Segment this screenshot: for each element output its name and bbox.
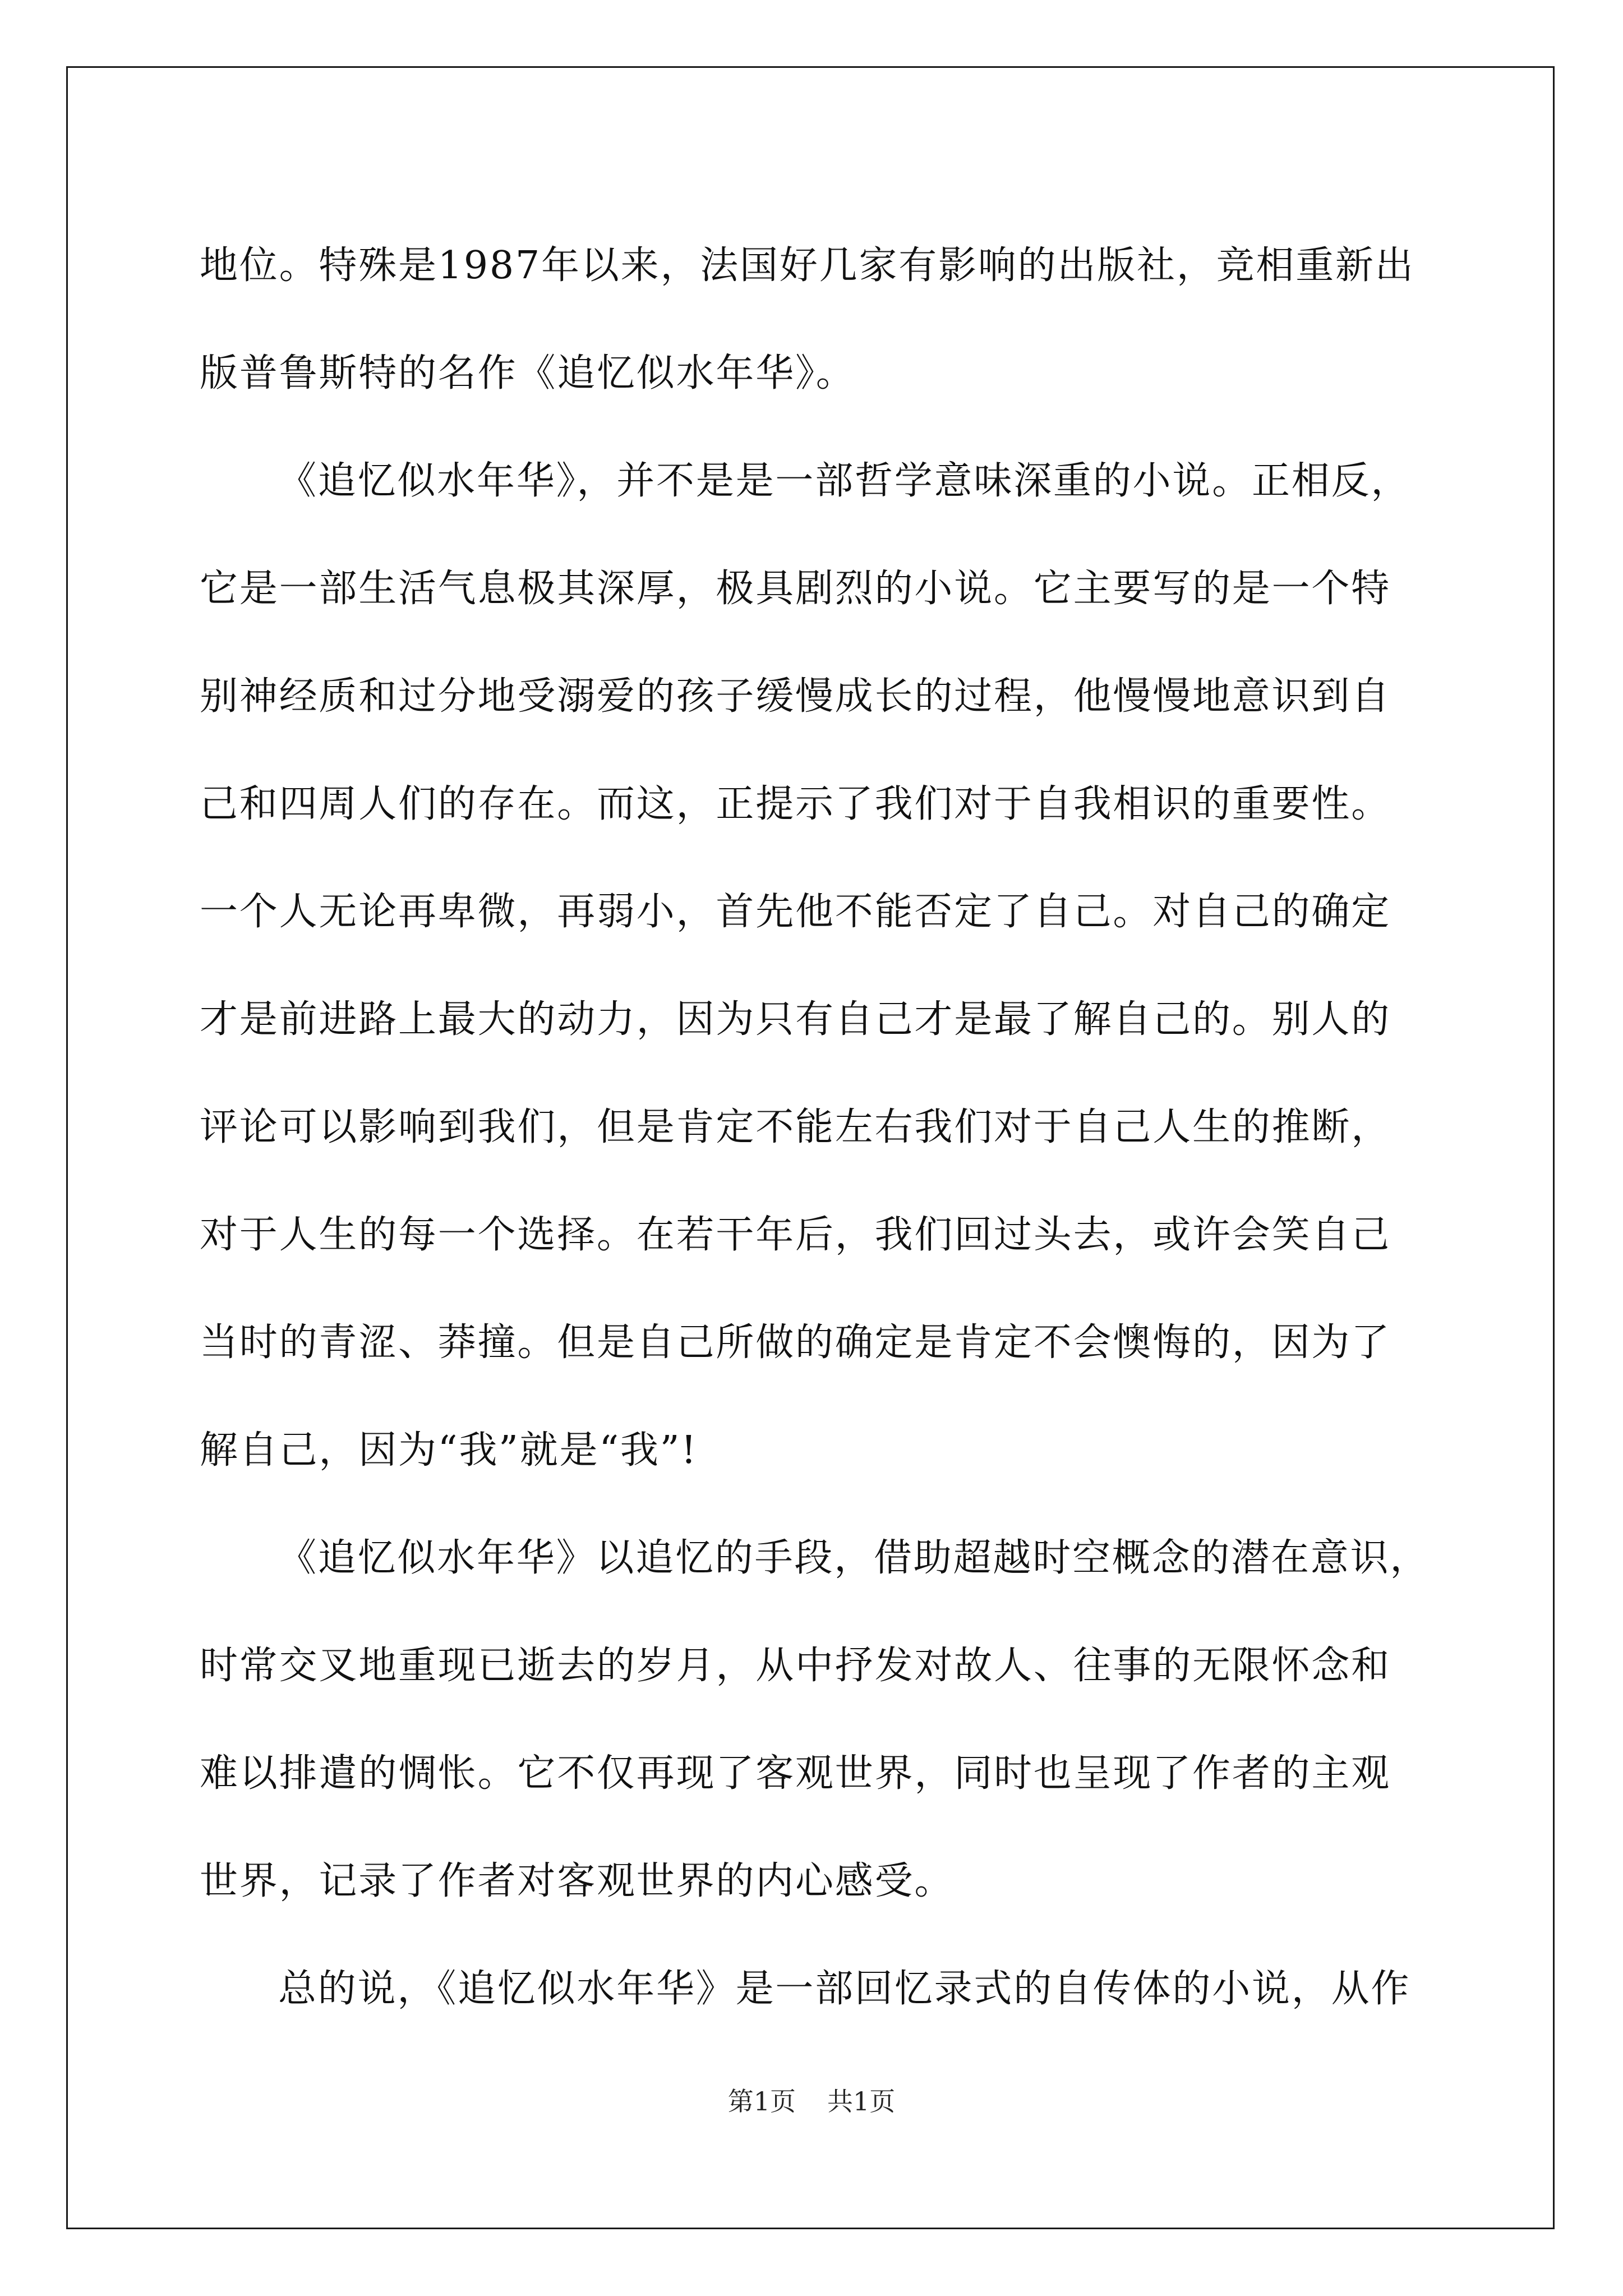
text-line: 对于人生的每一个选择。在若干年后，我们回过头去，或许会笑自己 xyxy=(200,1213,1391,1257)
text-line: 时常交叉地重现已逝去的岁月，从中抒发对故人、往事的无限怀念和 xyxy=(200,1644,1391,1688)
text-line: 世界，记录了作者对客观世界的内心感受。 xyxy=(200,1859,955,1903)
text-line: 别神经质和过分地受溺爱的孩子缓慢成长的过程，他慢慢地意识到自 xyxy=(200,674,1391,719)
text-line: 版普鲁斯特的名作《追忆似水年华》。 xyxy=(200,351,856,395)
page-footer xyxy=(0,2085,1623,2118)
text-line: 它是一部生活气息极其深厚，极具剧烈的小说。它主要写的是一个特 xyxy=(200,567,1391,611)
paragraph-first-line: 《追忆似水年华》，并不是是一部哲学意味深重的小说。正相反， xyxy=(278,459,1411,503)
text-line: 当时的青涩、莽撞。但是自己所做的确定是肯定不会懊悔的，因为了 xyxy=(200,1320,1391,1365)
document-body xyxy=(200,212,1428,2043)
paragraph-first-line: 《追忆似水年华》以追忆的手段，借助超越时空概念的潜在意识， xyxy=(278,1536,1430,1580)
text-line: 地位。特殊是1987年以来，法国好几家有影响的出版社，竞相重新出 xyxy=(200,243,1415,288)
text-line: 解自己，因为“我”就是“我”! xyxy=(200,1428,698,1473)
page-number: 第1页 xyxy=(727,2086,796,2116)
text-line: 评论可以影响到我们，但是肯定不能左右我们对于自己人生的推断， xyxy=(200,1105,1391,1149)
text-line: 己和四周人们的存在。而这，正提示了我们对于自我相识的重要性。 xyxy=(200,782,1391,826)
text-line: 才是前进路上最大的动力，因为只有自己才是最了解自己的。别人的 xyxy=(200,997,1391,1042)
paragraph-first-line: 总的说，《追忆似水年华》是一部回忆录式的自传体的小说，从作 xyxy=(278,1967,1411,2011)
text-line: 一个人无论再卑微，再弱小，首先他不能否定了自己。对自己的确定 xyxy=(200,890,1391,934)
page-total: 共1页 xyxy=(827,2086,896,2116)
text-line: 难以排遣的惆怅。它不仅再现了客观世界，同时也呈现了作者的主观 xyxy=(200,1751,1391,1796)
